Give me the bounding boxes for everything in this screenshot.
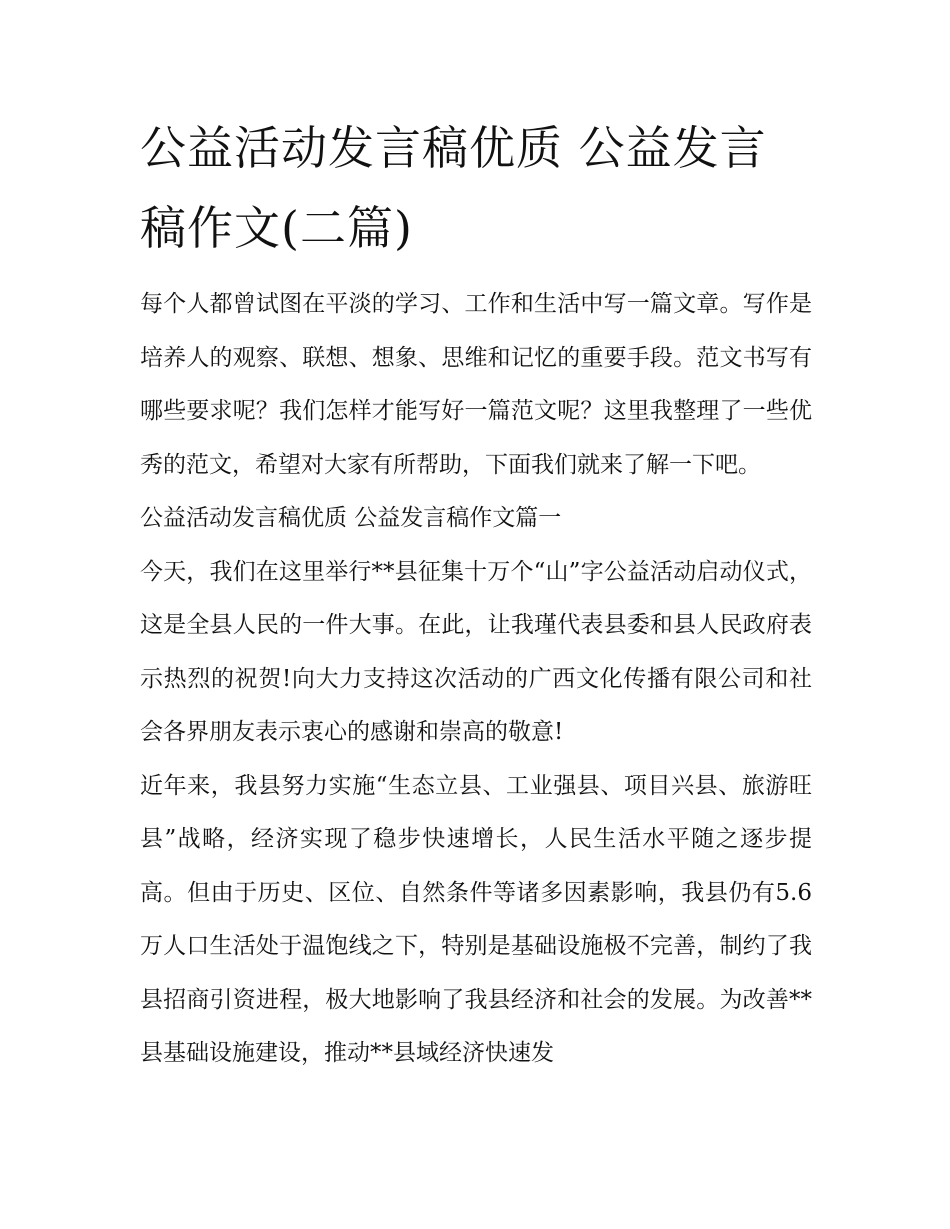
intro-paragraph: 每个人都曾试图在平淡的学习、工作和生活中写一篇文章。写作是培养人的观察、联想、想象、思维和记忆的重要手段。范文书写有哪些要求呢？我们怎样才能写好一篇范文呢？这里我整理了一些优秀的范文，希望对大家有所帮助，下面我们就来了解一下吧。 bbox=[140, 291, 812, 478]
section-heading: 公益活动发言稿优质 公益发言稿作文篇一 bbox=[140, 505, 562, 531]
document-body bbox=[140, 278, 812, 1081]
document-title: 公益活动发言稿优质 公益发言稿作文(二篇) bbox=[140, 121, 767, 255]
document-page bbox=[140, 108, 812, 1081]
speech-paragraph: 今天，我们在这里举行**县征集十万个“山”字公益活动启动仪式，这是全县人民的一件大事。在此，让我瑾代表县委和县人民政府表示热烈的祝贺!向大力支持这次活动的广西文化传播有限公司和社会各界朋友表示衷心的感谢和崇高的敬意! bbox=[140, 558, 812, 745]
speech-paragraph: 近年来，我县努力实施“生态立县、工业强县、项目兴县、旅游旺县”战略，经济实现了稳步快速增长，人民生活水平随之逐步提高。但由于历史、区位、自然条件等诸多因素影响，我县仍有5.6万人口生活处于温饱线之下，特别是基础设施极不完善，制约了我县招商引资进程，极大地影响了我县经济和社会的发展。为改善**县基础设施建设，推动**县域经济快速发 bbox=[140, 772, 812, 1066]
